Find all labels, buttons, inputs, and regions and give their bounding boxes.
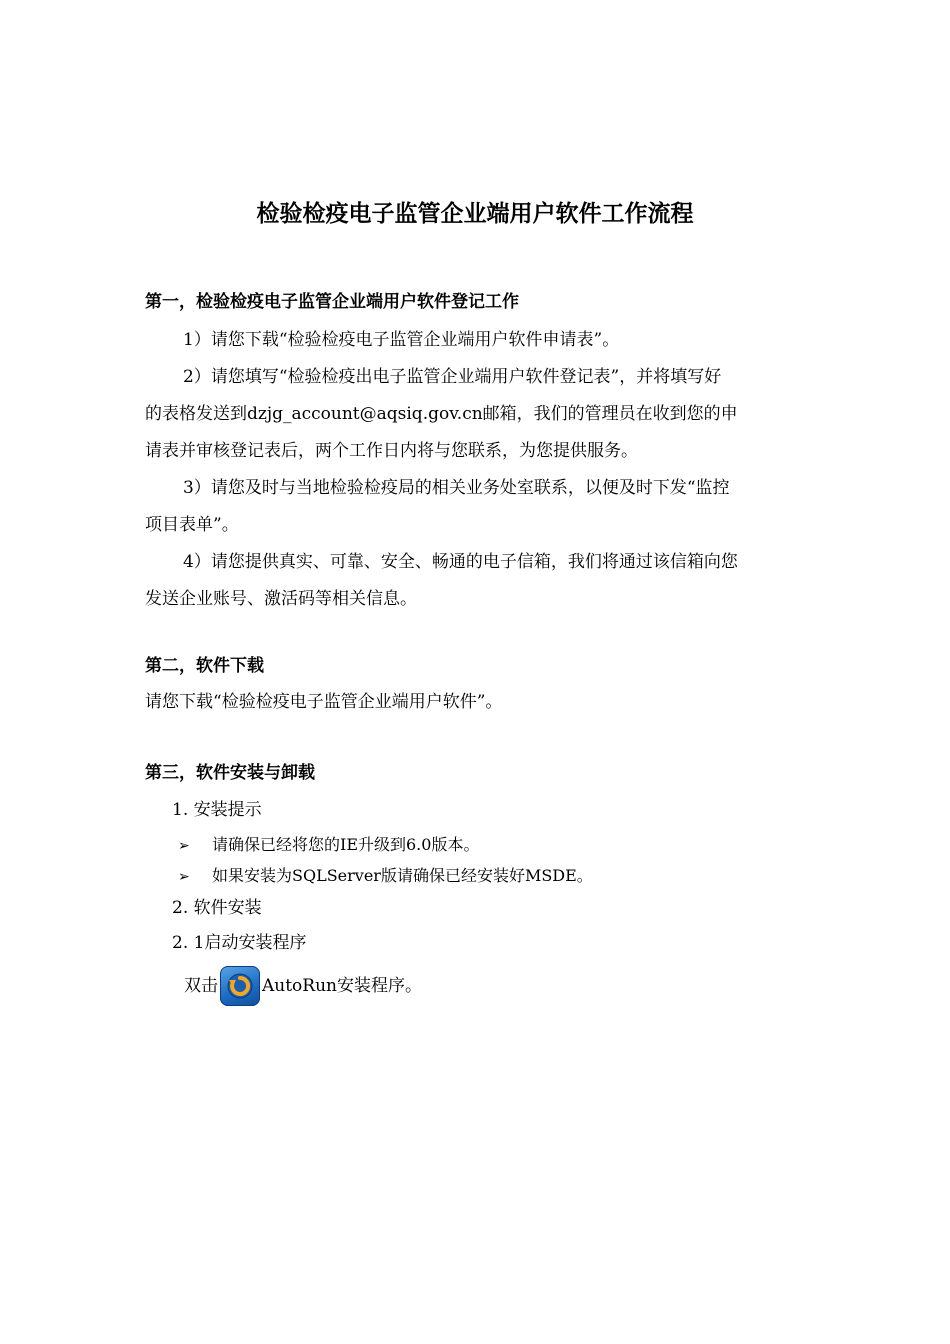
start-installer-heading: 2. 1启动安装程序 — [172, 933, 307, 953]
section1-heading: 第一，检验检疫电子监管企业端用户软件登记工作 — [145, 292, 519, 312]
section2-line: 请您下载“检验检疫电子监管企业端用户软件”。 — [145, 692, 503, 712]
arrow-bullet-icon: ➢ — [178, 838, 190, 854]
bullet-text-msde: 如果安装为SQLServer版请确保已经安装好MSDE。 — [212, 866, 593, 885]
bullet-item — [178, 833, 479, 858]
section1-item3-line1: 3）请您及时与当地检验检疫局的相关业务处室联系，以便及时下发“监控 — [183, 478, 730, 498]
section3-heading: 第三，软件安装与卸载 — [145, 763, 315, 783]
install-tips-heading: 1. 安装提示 — [172, 800, 262, 820]
arrow-bullet-icon: ➢ — [178, 869, 190, 885]
autorun-arrow-icon — [225, 971, 255, 1001]
autorun-suffix: AutoRun安装程序。 — [262, 976, 422, 996]
section1-item2-line2: 的表格发送到dzjg_account@aqsiq.gov.cn邮箱，我们的管理员在收到您的申 — [145, 404, 738, 424]
section1-item2-line3: 请表并审核登记表后，两个工作日内将与您联系，为您提供服务。 — [145, 441, 638, 461]
bullet-item — [178, 864, 593, 889]
section1-item2-line1: 2）请您填写“检验检疫出电子监管企业端用户软件登记表”，并将填写好 — [183, 367, 722, 387]
section1-item4-line2: 发送企业账号、激活码等相关信息。 — [145, 589, 417, 609]
document-title: 检验检疫电子监管企业端用户软件工作流程 — [256, 201, 694, 227]
section1-item3-line2: 项目表单”。 — [145, 515, 239, 535]
section1-body — [145, 322, 810, 618]
section1-item1: 1）请您下载“检验检疫电子监管企业端用户软件申请表”。 — [183, 330, 620, 350]
autorun-icon[interactable] — [220, 966, 260, 1006]
section2-text — [145, 684, 810, 721]
autorun-prefix: 双击 — [184, 976, 218, 996]
section2-heading: 第二，软件下载 — [145, 656, 264, 676]
section1-item4-line1: 4）请您提供真实、可靠、安全、畅通的电子信箱，我们将通过该信箱向您 — [183, 552, 738, 572]
bullet-text-ie: 请确保已经将您的IE升级到6.0版本。 — [212, 835, 480, 854]
autorun-instruction — [184, 964, 422, 1008]
software-install-heading: 2. 软件安装 — [172, 898, 262, 918]
